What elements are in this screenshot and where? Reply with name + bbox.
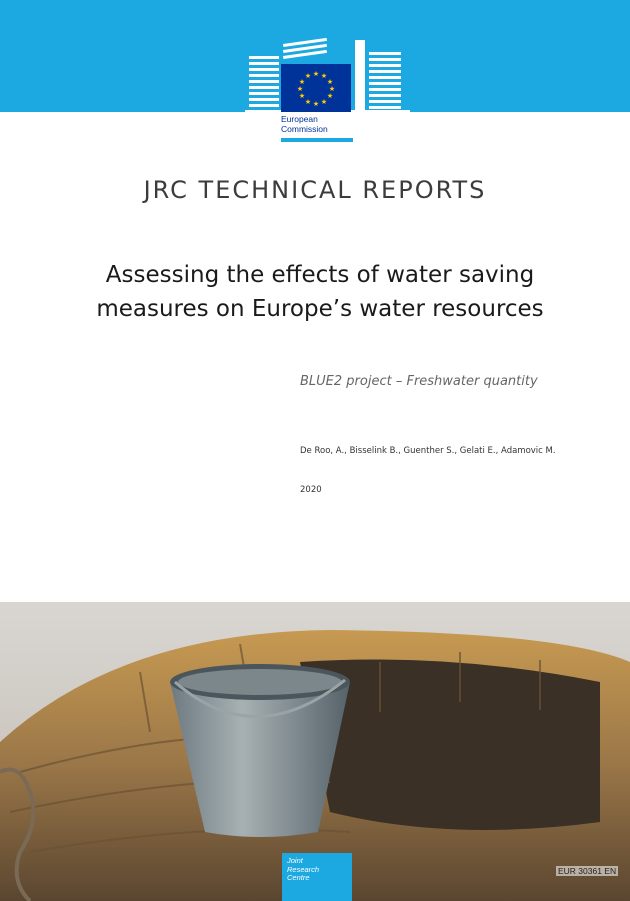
jrc-line-2: Research [287,864,320,874]
svg-text:★: ★ [298,78,306,86]
jrc-line-1: Joint [287,856,303,865]
logo-underline [281,138,353,142]
svg-text:★: ★ [304,98,312,106]
report-subtitle: BLUE2 project – Freshwater quantity [300,374,538,389]
jrc-wordmark [287,857,319,883]
european-commission-logo [245,30,410,144]
logo-line-2: Commission [281,124,328,134]
logo-wordmark [281,114,371,134]
jrc-logo [282,853,352,901]
svg-text:★: ★ [328,85,336,93]
svg-text:★: ★ [296,85,304,93]
report-series: JRC TECHNICAL REPORTS [143,176,487,204]
report-title-line-2: measures on Europe’s water resources [96,296,544,322]
logo-line-1: European [281,114,318,124]
svg-text:★: ★ [326,78,334,86]
report-title-line-1: Assessing the effects of water saving [105,262,535,288]
commission-building-icon [245,30,410,114]
svg-text:★: ★ [320,98,328,106]
jrc-line-3: Centre [287,873,310,882]
svg-text:★: ★ [320,72,328,80]
report-number: EUR 30361 EN [558,866,617,876]
report-title [40,258,600,326]
report-year: 2020 [300,485,322,495]
svg-text:★: ★ [312,100,320,108]
svg-text:★: ★ [312,70,320,78]
report-authors: De Roo, A., Bisselink B., Guenther S., Gelati E., Adamovic M. [300,446,556,456]
svg-text:★: ★ [304,72,312,80]
svg-text:★: ★ [298,92,306,100]
svg-text:★: ★ [326,92,334,100]
